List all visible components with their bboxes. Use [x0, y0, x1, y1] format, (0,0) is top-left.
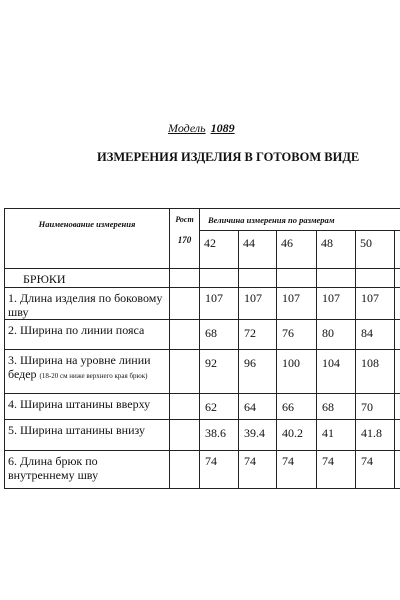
table-row — [5, 288, 400, 320]
empty-cell — [356, 269, 395, 288]
measurement-value: 107 — [239, 288, 277, 320]
measurement-value: 76 — [277, 320, 317, 350]
measurement-name — [5, 350, 170, 394]
size-header-cell: 48 — [317, 231, 356, 269]
measurement-name: 5. Ширина штанины внизу — [5, 420, 170, 451]
measurement-name: 4. Ширина штанины вверху — [5, 394, 170, 420]
model-line — [168, 121, 235, 136]
measurement-value: 62 — [200, 394, 239, 420]
measurement-value: 92 — [200, 350, 239, 394]
measurement-value: 107 — [317, 288, 356, 320]
empty-cell — [395, 350, 400, 394]
empty-cell — [395, 320, 400, 350]
section-label: БРЮКИ — [5, 269, 170, 288]
measurement-value: 74 — [277, 451, 317, 489]
height-cell — [170, 350, 200, 394]
document-title: ИЗМЕРЕНИЯ ИЗДЕЛИЯ В ГОТОВОМ ВИДЕ — [97, 150, 360, 164]
measurement-name: 2. Ширина по линии пояса — [5, 320, 170, 350]
measurement-value: 74 — [317, 451, 356, 489]
empty-cell — [395, 394, 400, 420]
height-cell — [170, 288, 200, 320]
table-row — [5, 451, 400, 489]
measurement-value: 41 — [317, 420, 356, 451]
table-row — [5, 420, 400, 451]
measurement-name: 1. Длина изделия по боковому шву — [5, 288, 170, 320]
table-row — [5, 394, 400, 420]
measurement-value: 96 — [239, 350, 277, 394]
measurement-value: 107 — [200, 288, 239, 320]
measurement-value: 72 — [239, 320, 277, 350]
measurement-value: 104 — [317, 350, 356, 394]
extra-size-cell — [395, 231, 400, 269]
measurement-value: 74 — [239, 451, 277, 489]
size-header-cell: 44 — [239, 231, 277, 269]
measurement-value: 64 — [239, 394, 277, 420]
empty-cell — [277, 269, 317, 288]
empty-cell — [239, 269, 277, 288]
height-cell — [170, 451, 200, 489]
table-row — [5, 350, 400, 394]
height-label: Рост — [175, 215, 194, 224]
empty-cell — [395, 269, 400, 288]
measurement-value: 107 — [356, 288, 395, 320]
height-value: 170 — [177, 235, 192, 245]
measurement-value: 40.2 — [277, 420, 317, 451]
header-row — [5, 209, 400, 231]
size-header-cell: 50 — [356, 231, 395, 269]
model-number: 1089 — [210, 121, 235, 135]
height-cell — [170, 320, 200, 350]
height-cell — [170, 394, 200, 420]
measurement-value: 74 — [356, 451, 395, 489]
empty-cell — [395, 451, 400, 489]
measurement-value: 38.6 — [200, 420, 239, 451]
size-header-cell: 46 — [277, 231, 317, 269]
name-column-header — [5, 209, 170, 269]
height-column-header — [170, 209, 200, 269]
empty-cell — [200, 269, 239, 288]
measurement-name-text: 3. Ширина на уровне линии бедер — [8, 353, 151, 381]
measurement-table — [4, 208, 400, 489]
measurement-value: 39.4 — [239, 420, 277, 451]
measurement-name: 6. Длина брюк по внутреннему шву — [5, 451, 170, 489]
section-row — [5, 269, 400, 288]
measurement-value: 66 — [277, 394, 317, 420]
height-cell — [170, 420, 200, 451]
measurement-value: 74 — [200, 451, 239, 489]
measurement-value: 68 — [200, 320, 239, 350]
measurement-value: 70 — [356, 394, 395, 420]
measurement-value: 41.8 — [356, 420, 395, 451]
name-column-header-text: Наименование измерения — [38, 219, 136, 229]
measurement-value: 100 — [277, 350, 317, 394]
measurement-value: 107 — [277, 288, 317, 320]
measurement-value: 108 — [356, 350, 395, 394]
empty-cell — [317, 269, 356, 288]
measurement-value: 80 — [317, 320, 356, 350]
measurement-value: 68 — [317, 394, 356, 420]
model-label: Модель — [168, 121, 206, 135]
table-row — [5, 320, 400, 350]
empty-cell — [170, 269, 200, 288]
empty-cell — [395, 420, 400, 451]
values-column-header: Величина измерения по размерам — [200, 209, 400, 231]
empty-cell — [395, 288, 400, 320]
size-header-cell: 42 — [200, 231, 239, 269]
measurement-note: (18-20 см ниже верхнего края брюк) — [39, 372, 148, 380]
measurement-value: 84 — [356, 320, 395, 350]
